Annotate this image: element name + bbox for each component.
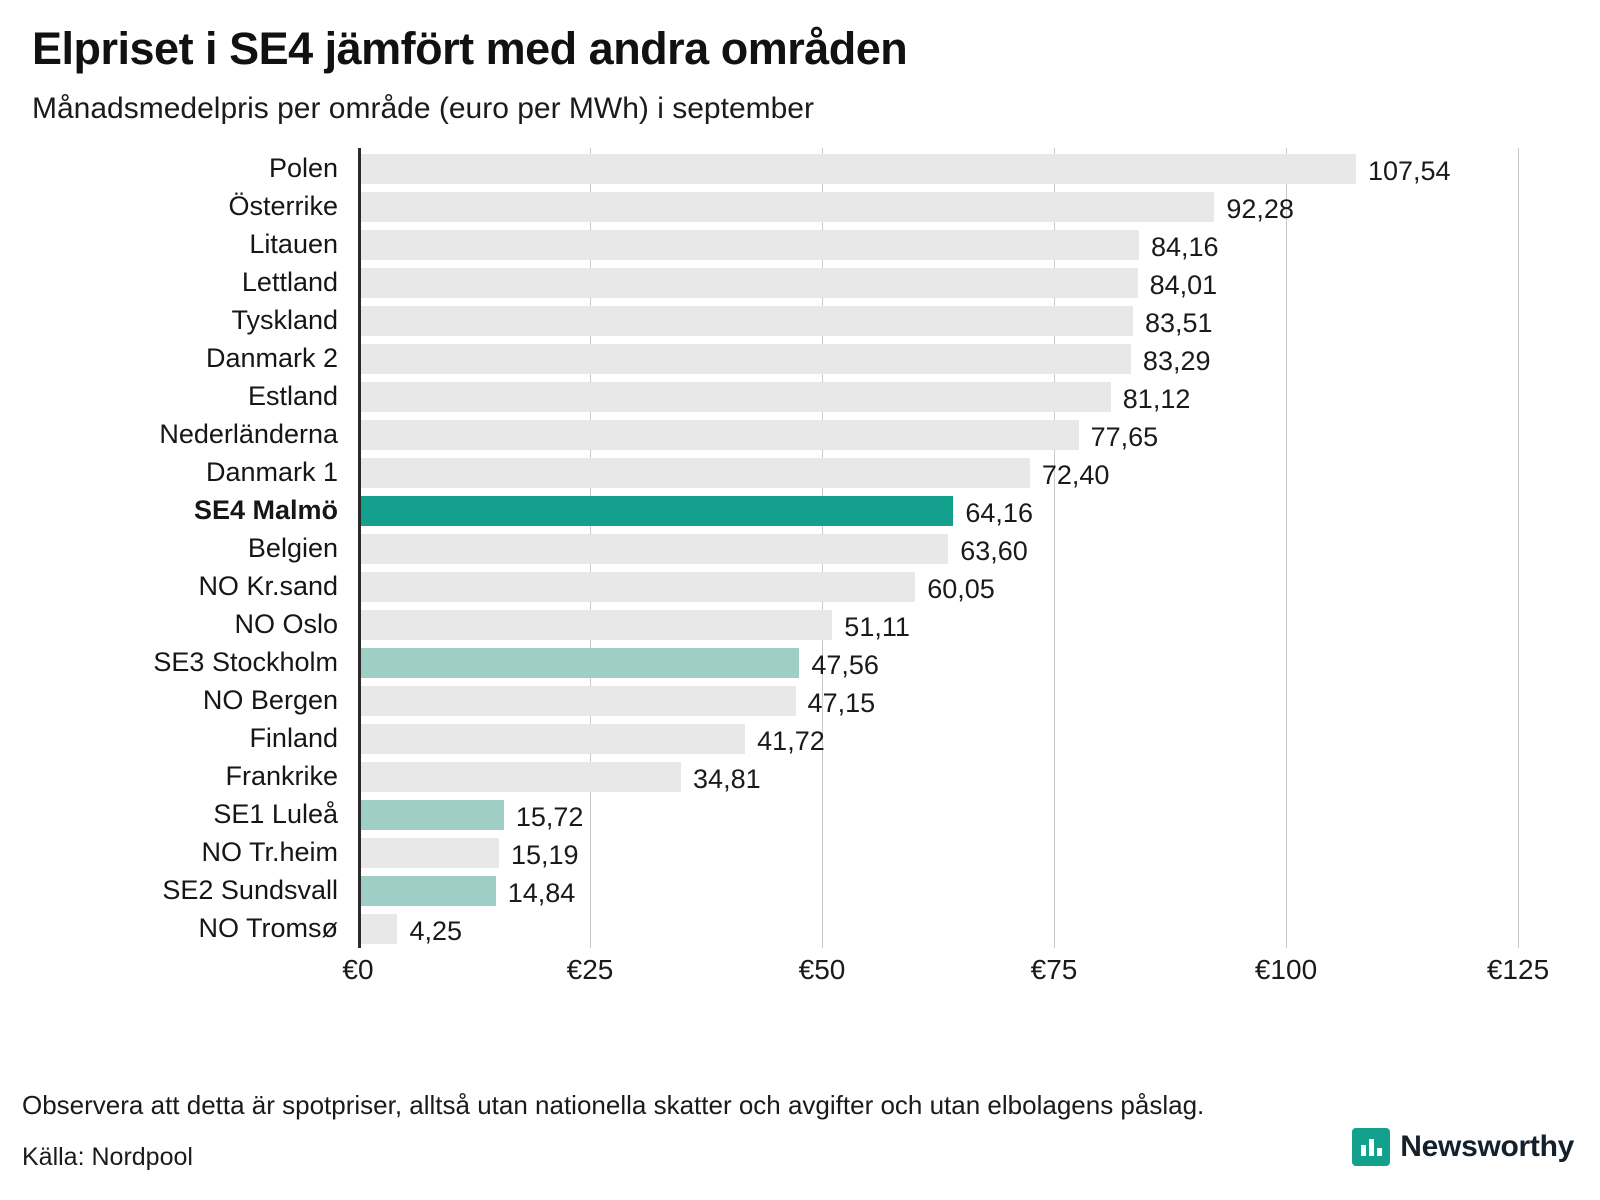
bar-value-label: 107,54 [1367, 155, 1451, 186]
bar-row [358, 572, 1518, 610]
source-label: Källa: Nordpool [22, 1143, 193, 1171]
bar-value-label: 63,60 [960, 535, 1028, 566]
bar-value-label: 47,15 [807, 687, 876, 718]
bar [358, 762, 681, 792]
bar-value-label: 15,72 [515, 801, 584, 832]
x-tick-label: €0 [342, 953, 374, 985]
bar-value-label: 83,51 [1144, 307, 1213, 338]
category-label: Danmark 1 [205, 456, 338, 487]
x-tick-label: €50 [798, 953, 846, 985]
bar-row [358, 382, 1518, 420]
bar [358, 420, 1079, 450]
bar-value-label: 72,40 [1041, 459, 1110, 490]
bar-value-label: 83,29 [1142, 345, 1211, 376]
bar-value-label: 77,65 [1090, 421, 1159, 452]
bar-row [358, 268, 1518, 306]
x-tick-label: €75 [1030, 953, 1078, 985]
brand-name: Newsworthy [1400, 1130, 1574, 1163]
bar [358, 648, 799, 678]
bar-value-label: 92,28 [1226, 193, 1294, 224]
category-label: SE1 Luleå [213, 798, 338, 829]
bar-row [358, 876, 1518, 914]
footnote: Observera att detta är spotpriser, alltså utan nationella skatter och avgifter och utan elbolagens påslag. [22, 1090, 1205, 1120]
value-axis [342, 953, 1550, 1000]
bar-series [358, 148, 1518, 948]
category-label: Polen [268, 152, 338, 183]
bar-chart [28, 148, 1573, 985]
bar-row [358, 648, 1518, 686]
bar-row [358, 344, 1518, 382]
bar-row [358, 192, 1518, 230]
category-label: Danmark 2 [205, 342, 338, 373]
bar-row [358, 838, 1518, 876]
bar [358, 268, 1138, 298]
category-label: Belgien [247, 532, 338, 563]
bar [358, 230, 1139, 260]
bar-value-label: 14,84 [507, 877, 576, 908]
bar-row [358, 230, 1518, 268]
bar-value-label: 47,56 [811, 649, 879, 680]
category-label: NO Tromsø [198, 912, 338, 943]
bar-value-label: 4,25 [409, 915, 462, 946]
category-label: Litauen [249, 228, 338, 259]
bar [358, 306, 1133, 336]
category-label: Tyskland [231, 304, 338, 335]
bar-value-label: 60,05 [927, 573, 995, 604]
bar-row [358, 420, 1518, 458]
category-label: Lettland [241, 266, 338, 297]
newsworthy-icon [1352, 1128, 1390, 1166]
bar-value-label: 84,01 [1149, 269, 1218, 300]
bar [358, 382, 1111, 412]
category-label: SE3 Stockholm [153, 646, 338, 677]
bar-value-label: 81,12 [1122, 383, 1191, 414]
plot-area [358, 148, 1518, 948]
bar [358, 344, 1131, 374]
page-subtitle: Månadsmedelpris per område (euro per MWh) i september [32, 91, 814, 125]
bar [358, 458, 1030, 488]
bar-row [358, 800, 1518, 838]
zero-axis-line [358, 148, 361, 948]
bar [358, 686, 796, 716]
category-label: Frankrike [225, 760, 338, 791]
bar-value-label: 41,72 [757, 725, 825, 756]
x-tick-label: €100 [1254, 953, 1318, 985]
x-tick-label: €125 [1486, 953, 1550, 985]
category-label: NO Oslo [234, 608, 338, 639]
bar [358, 800, 504, 830]
category-label: NO Bergen [202, 684, 338, 715]
bar-value-label: 84,16 [1151, 231, 1219, 262]
bar [358, 534, 948, 564]
category-label: SE4 Malmö [193, 494, 338, 525]
bar-row [358, 306, 1518, 344]
category-label: Finland [249, 722, 338, 753]
brand-logo [1352, 1128, 1574, 1166]
gridline [1518, 148, 1519, 948]
bar [358, 192, 1214, 222]
bar [358, 914, 397, 944]
bar [358, 610, 832, 640]
bar [358, 876, 496, 906]
bar [358, 496, 953, 526]
category-label: SE2 Sundsvall [162, 874, 338, 905]
bar-value-label: 51,11 [844, 611, 910, 642]
x-tick-label: €25 [566, 953, 614, 985]
bar [358, 838, 499, 868]
bar-row [358, 914, 1518, 952]
category-label: NO Kr.sand [198, 570, 338, 601]
bar-row [358, 762, 1518, 800]
category-label: NO Tr.heim [201, 836, 338, 867]
bar-row [358, 458, 1518, 496]
bar [358, 572, 915, 602]
bar-row [358, 610, 1518, 648]
bar-row [358, 686, 1518, 724]
page-title: Elpriset i SE4 jämfört med andra områden [32, 23, 908, 74]
bar [358, 724, 745, 754]
bar-value-label: 15,19 [510, 839, 579, 870]
category-label: Estland [247, 380, 338, 411]
bar-value-label: 34,81 [693, 763, 761, 794]
bar-row [358, 496, 1518, 534]
category-label: Nederländerna [159, 418, 338, 449]
category-axis [28, 148, 338, 948]
bar-row [358, 534, 1518, 572]
category-label: Österrike [228, 190, 338, 221]
bar-row [358, 724, 1518, 762]
bar [358, 154, 1356, 184]
bar-value-label: 64,16 [965, 497, 1033, 528]
bar-row [358, 154, 1518, 192]
